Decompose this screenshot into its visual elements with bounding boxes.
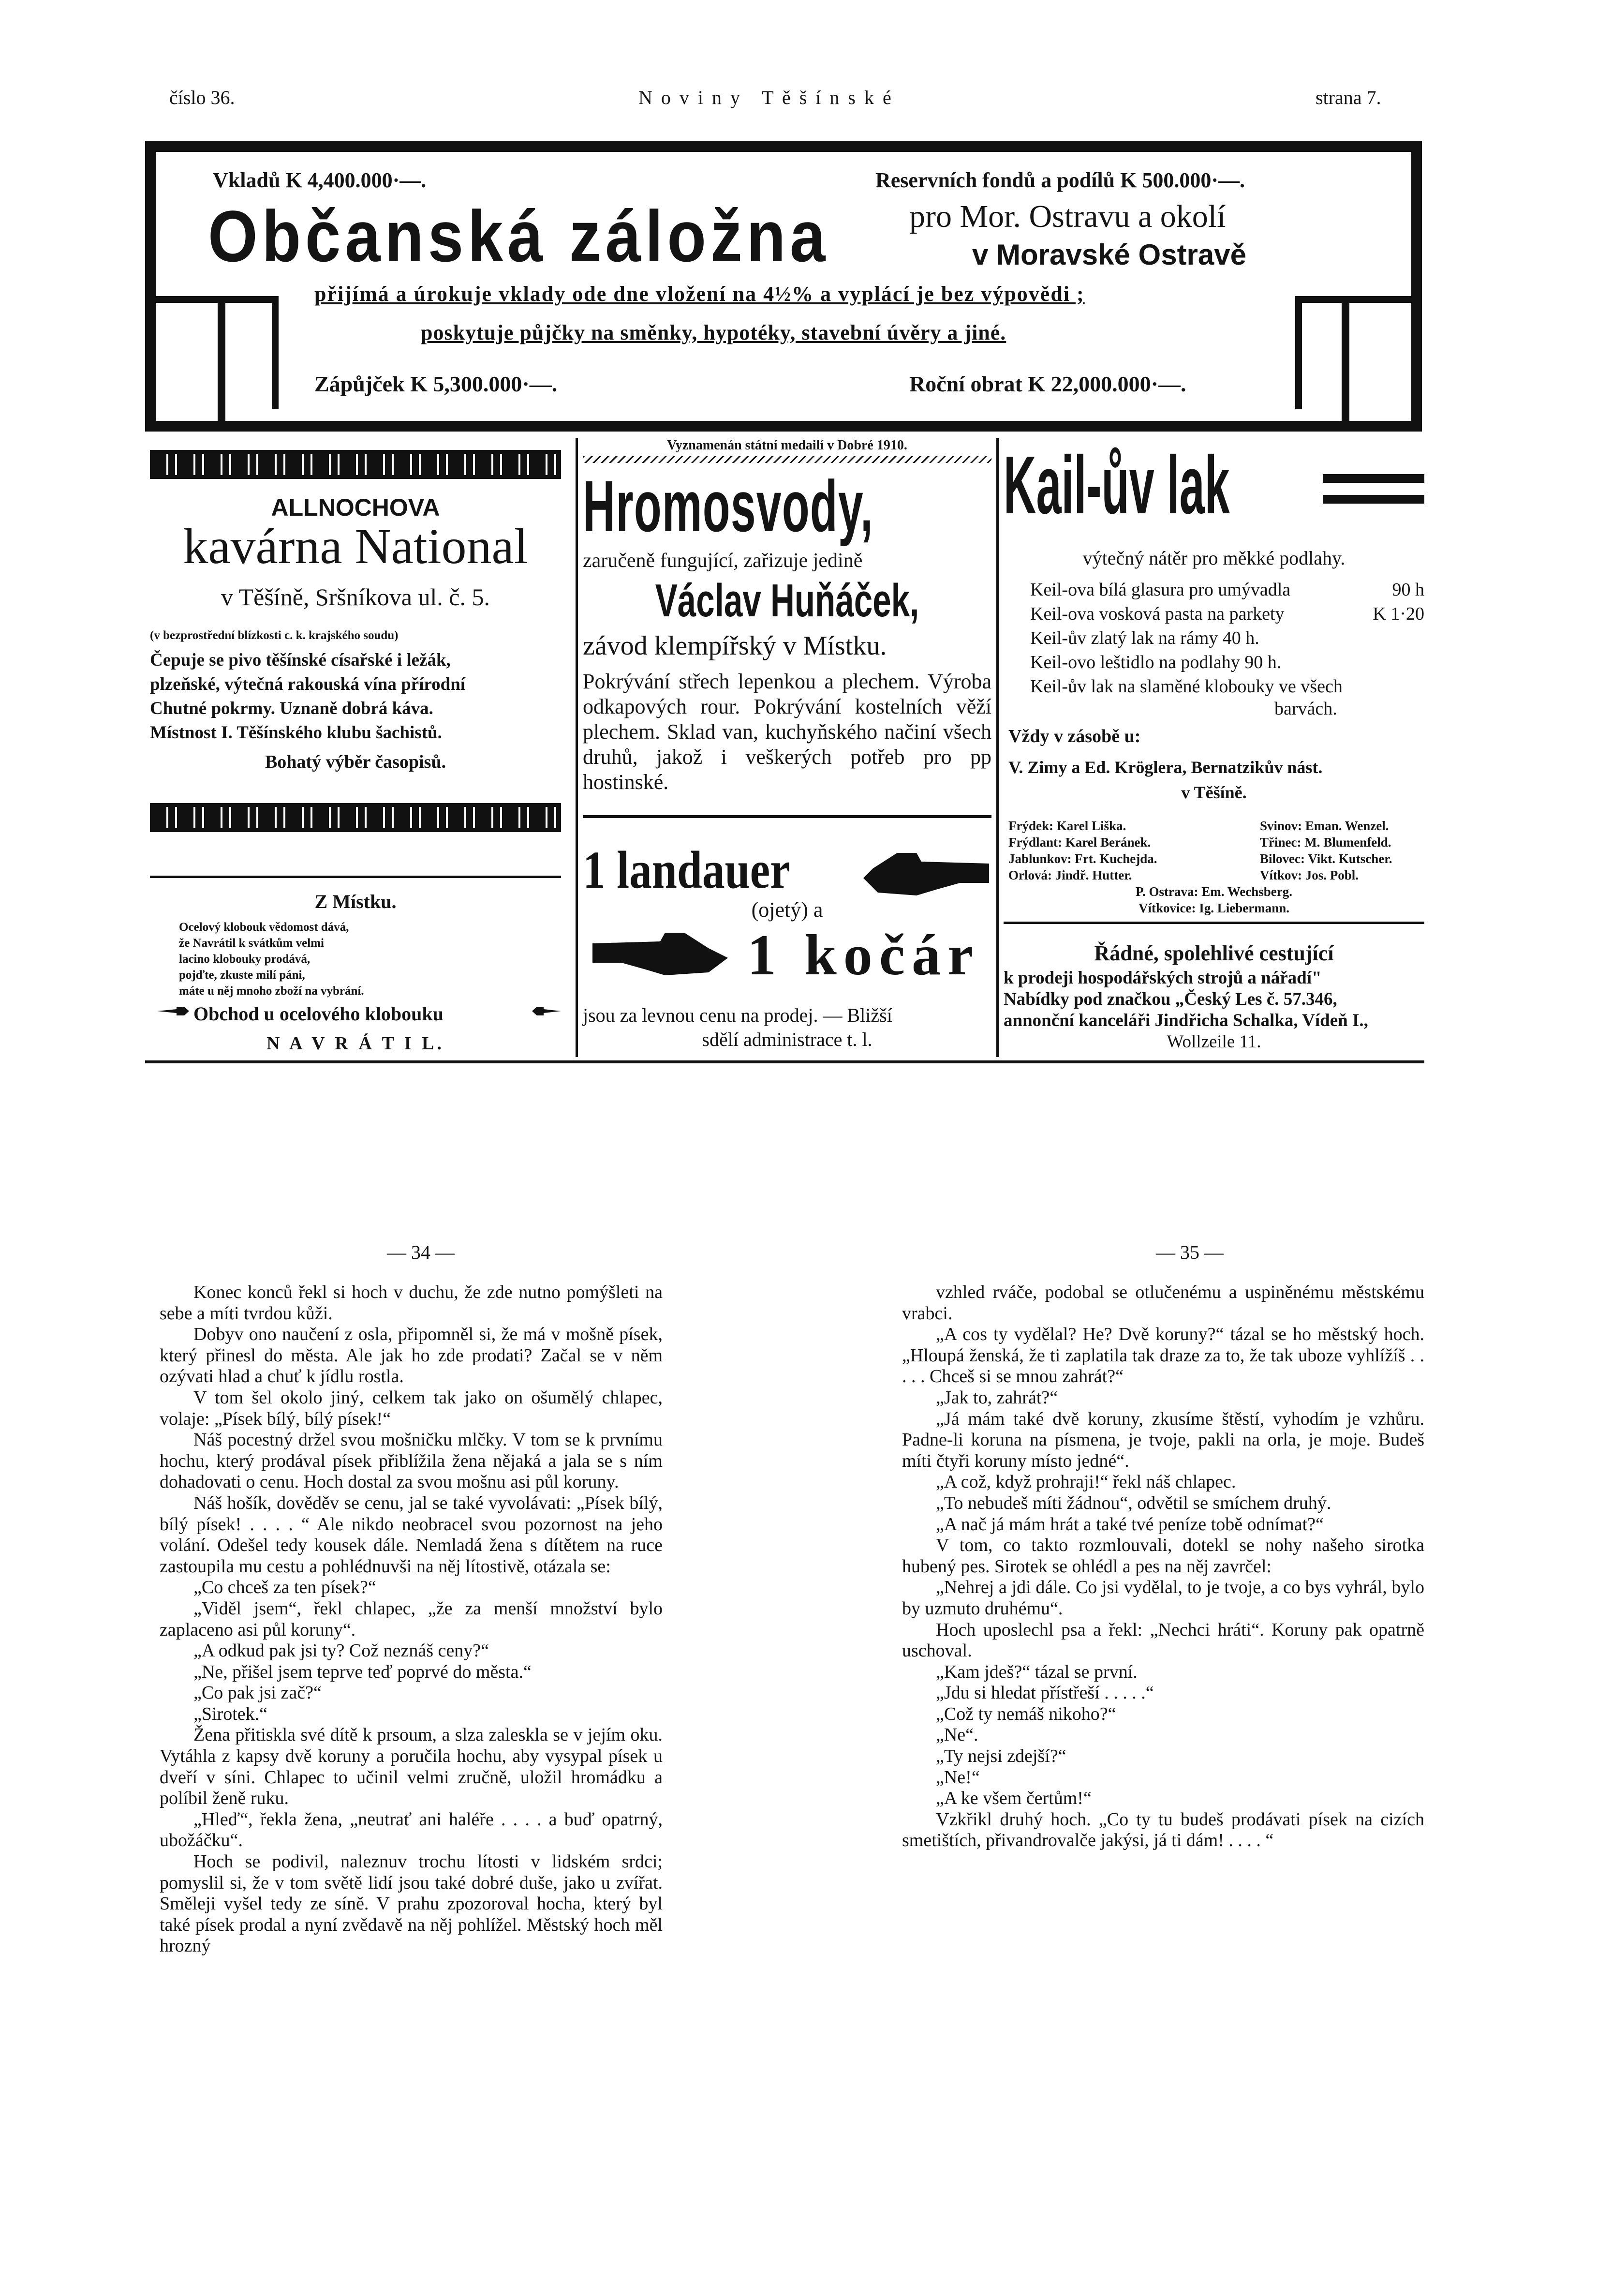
zalozna-fondy: Reservních fondů a podílů K 500.000·—. [875, 168, 1245, 192]
klobouk-line-3: lacino klobouky prodává, [179, 953, 311, 966]
kavarna-ornament-bottom [150, 803, 561, 832]
hromosvody-wave-rule [583, 456, 991, 463]
kavarna-advertisement [150, 450, 561, 866]
story-paragraph: „Já mám také dvě koruny, zkusíme štěstí, vyhodím je vzhůru. Padne-li koruna na písmena, je tvoje, pakli na orla, je moje. Budeš míti čtyři koruny místo jedné“. [902, 1408, 1424, 1471]
story-paragraph: „Nehrej a jdi dále. Co jsi vydělal, to je tvoje, a co bys vyhrál, bylo by uzmuto druhému“. [902, 1577, 1424, 1619]
ad-column-rule-1 [576, 438, 578, 1057]
cestujici-line-4: Wollzeile 11. [1167, 1032, 1261, 1052]
story-paragraph: Hoch se podivil, naleznuv trochu lítosti v lidském srdci; pomyslil si, že v tom světě lidí jsou také dobré duše, jako u zvířat. Směleji vyšel tedy ze síně. V prahu zpozoroval hocha, který byl také písek prodal a nyní zvědavě na něj pohlížel. Městský hoch měl hrozný [160, 1851, 663, 1956]
story-left-page-number: — 34 — [387, 1241, 455, 1263]
story-paragraph: „Co pak jsi zač?“ [193, 1683, 322, 1703]
klobouk-top-rule [150, 876, 561, 878]
kail-dealer-1b: Svinov: Eman. Wenzel. [1260, 819, 1389, 833]
cestujici-top-rule [1004, 922, 1424, 924]
story-paragraph: Vzkřikl druhý hoch. „Co ty tu budeš prodávati písek na cizích smetištích, přivandrovalče jakýsi, já ti dám! . . . . “ [902, 1809, 1424, 1851]
zalozna-line1: přijímá a úrokuje vklady ode dne vložení na 4½% a vyplácí je bez výpovědi ; [314, 282, 1085, 306]
kail-item-price: K 1·20 [1373, 604, 1424, 624]
zalozna-ornament-right-bar [1342, 296, 1349, 421]
kail-item-price: 90 h [1392, 580, 1424, 600]
story-paragraph: „A ke všem čertům!“ [936, 1788, 1092, 1809]
kail-dealer-1a: Frýdek: Karel Liška. [1008, 819, 1126, 833]
landauer-line4: jsou za levnou cenu na prodej. — Bližší [583, 1004, 892, 1026]
zalozna-pro: pro Mor. Ostravu a okolí [909, 199, 1226, 234]
landauer-top-rule [583, 815, 991, 818]
zalozna-bottom-rule [145, 421, 1422, 432]
zalozna-name: Občanská záložna [208, 195, 830, 277]
kail-item-5 [1030, 675, 1424, 698]
story-paragraph: „Ne!“ [936, 1767, 980, 1788]
cestujici-line-1: k prodeji hospodářských strojů a nářadí" [1004, 968, 1322, 988]
klobouk-line-2: že Navrátil k svátkům velmi [179, 937, 324, 950]
story-paragraph: „Co chceš za ten písek?“ [193, 1577, 376, 1598]
hromosvody-advertisement [583, 438, 991, 805]
story-paragraph: „A cos ty vydělal? He? Dvě koruny?“ tázal se ho městský hoch. „Hloupá ženská, že ti zaplatila tak draze za to, že tak uboze vyhlížíš . . . . . Chceš si se mnou zahrát?“ [902, 1324, 1424, 1387]
kail-firms: V. Zimy a Ed. Kröglera, Bernatzikův nást. [1008, 758, 1323, 777]
kail-rule-1 [1323, 474, 1424, 483]
ad-section-bottom-rule [145, 1060, 1424, 1063]
pointing-hand-right-icon [592, 929, 728, 982]
story-paragraph: „Ne, přišel jsem teprve teď poprvé do města.“ [193, 1661, 532, 1682]
zalozna-obrat: Roční obrat K 22,000.000·—. [909, 372, 1186, 396]
story-paragraph: „To nebudeš míti žádnou“, odvětil se smíchem druhý. [936, 1492, 1331, 1513]
kail-barvach: barvách. [1274, 699, 1337, 719]
zalozna-zapujcek: Zápůjček K 5,300.000·—. [314, 372, 558, 396]
kail-item-2 [1030, 602, 1424, 626]
ad-column-rule-2 [996, 438, 999, 1057]
landauer-line5: sdělí administrace t. l. [702, 1029, 872, 1050]
story-paragraph: vzhled rváče, podobal se otlučenému a uspiněnému městskému vrabci. [902, 1282, 1424, 1324]
zalozna-mesto: v Moravské Ostravě [972, 239, 1247, 271]
kail-item-1 [1030, 578, 1424, 601]
story-paragraph: „Ty nejsi zdejší?“ [936, 1746, 1066, 1767]
kail-dealer-3a: Jablunkov: Frt. Kuchejda. [1008, 851, 1157, 866]
klobouk-place: Z Místku. [314, 891, 397, 912]
kail-advertisement [1004, 438, 1424, 946]
kail-item-4 [1030, 651, 1424, 674]
kail-dealer-3b: Bilovec: Vikt. Kutscher. [1260, 851, 1392, 866]
kavarna-near: (v bezprostřední blízkosti c. k. krajského soudu) [150, 629, 399, 642]
kail-vzdy: Vždy v zásobě u: [1008, 726, 1141, 746]
kail-item-price: 40 h. [1222, 628, 1259, 648]
story-paragraph: Hoch uposlechl psa a řekl: „Nechci hráti“. Koruny pak opatrně uschoval. [902, 1619, 1424, 1661]
story-paragraph: „Jdu si hledat přístřeší . . . . .“ [936, 1683, 1154, 1703]
kavarna-line-1: Čepuje se pivo těšínské císařské i ležák, [150, 650, 451, 670]
zalozna-line2: poskytuje půjčky na směnky, hypotéky, stavební úvěry a jiné. [421, 321, 1006, 344]
kavarna-line-3: Chutné pokrmy. Uznaně dobrá káva. [150, 699, 433, 718]
kavarna-name: kavárna National [183, 519, 528, 574]
kavarna-line-4: Místnost I. Těšínského klubu šachistů. [150, 723, 442, 743]
hromosvody-medal: Vyznamenán státní medailí v Dobré 1910. [667, 438, 907, 453]
kavarna-address: v Těšíně, Sršníkova ul. č. 5. [221, 583, 490, 611]
story-paragraph: „Ne“. [936, 1725, 978, 1745]
pointing-hand-icon [157, 1005, 191, 1017]
kail-dealer-4b: Vítkov: Jos. Pobl. [1260, 868, 1359, 882]
story-right-column [902, 1282, 1424, 1851]
zalozna-left-rule [145, 141, 156, 432]
story-paragraph: „Sirotek.“ [193, 1703, 268, 1724]
story-paragraph: „Kam jdeš?“ tázal se první. [936, 1661, 1138, 1682]
newspaper-title: N o v i n y T ě š í n s k é [638, 87, 893, 108]
hromosvody-line2: závod klempířský v Místku. [583, 631, 887, 661]
cestujici-line-3: annonční kanceláři Jindřicha Schalka, Vídeň I., [1004, 1011, 1368, 1030]
story-paragraph: V tom, co takto rozmlouvali, dotekl se nohy našeho sirotka hubený pes. Sirotek se ohlédl a pes na něj zavrčel: [902, 1535, 1424, 1577]
story-paragraph: Dobyv ono naučení z osla, připomněl si, že má v mošně písek, který přinesl do města. Ale jak ho zde prodati? Začal se v něm ozývati hlad a chuť k jídlu rostla. [160, 1324, 663, 1387]
hromosvody-title: Hromosvody, [583, 465, 874, 547]
zalozna-ornament-right [1295, 296, 1418, 409]
kail-dealer-4a: Orlová: Jindř. Hutter. [1008, 868, 1132, 882]
kavarna-ornament-top [150, 450, 561, 479]
story-left-column [160, 1282, 663, 1957]
story-paragraph: Konec konců řekl si hoch v duchu, že zde nutno pomýšleti na sebe a míti tvrdou kůži. [160, 1282, 663, 1324]
klobouk-shop: Obchod u ocelového klobouku [193, 1003, 444, 1025]
cestujici-line-2: Nabídky pod značkou „Český Les č. 57.346, [1004, 989, 1337, 1009]
kail-tesin: v Těšíně. [1181, 783, 1247, 802]
kail-dealer-ostrava: P. Ostrava: Em. Wechsberg. [1136, 884, 1292, 899]
kavarna-line-5: Bohatý výběr časopisů. [265, 752, 446, 772]
kail-dealer-2a: Frýdlant: Karel Beránek. [1008, 835, 1151, 850]
pointing-hand-icon [863, 849, 989, 902]
story-paragraph: V tom šel okolo jiný, celkem tak jako on ošumělý chlapec, volaje: „Písek bílý, bílý písek!“ [160, 1387, 663, 1429]
story-paragraph: Náš hošík, dověděv se cenu, jal se také vyvolávati: „Písek bílý, bílý písek! . . . . “ Ale nikdo neobracel svou pozornost na jeho volání. Odešel tedy kousek dále. Nemladá žena s dítětem na ruce zastoupila mu cestu a pohlédnuvši na něj lítostivě, otázala se: [160, 1492, 663, 1577]
hromosvody-line1: zaručeně fungující, zařizuje jedině [583, 550, 863, 572]
kavarna-line-2: plzeňské, výtečná rakouská vína přírodní [150, 674, 466, 694]
pointing-hand-left-icon [532, 1005, 561, 1017]
kail-item-label: Keil-ova bílá glasura pro umývadla [1030, 580, 1291, 600]
story-paragraph: „Jak to, zahrát?“ [936, 1387, 1058, 1408]
klobouk-line-5: máte u něj mnoho zboží na vybrání. [179, 984, 364, 998]
page-number: strana 7. [1316, 87, 1381, 108]
cestujici-title: Řádné, spolehlivé cestující [1094, 941, 1334, 965]
story-paragraph: „A odkud pak jsi ty? Což neznáš ceny?“ [193, 1640, 489, 1661]
kail-item-3 [1030, 626, 1424, 650]
story-paragraph: „Což ty nemáš nikoho?“ [936, 1703, 1116, 1724]
kail-item-price: 90 h. [1244, 652, 1282, 672]
zalozna-top-rule [145, 141, 1422, 152]
hromosvody-name: Václav Huňáček, [655, 575, 919, 626]
story-paragraph: „A nač já mám hrát a také tvé peníze tobě odnímat?“ [936, 1514, 1324, 1535]
kail-item-label: Keil-ův lak na slaměné klobouky ve všech [1030, 676, 1343, 697]
klobouk-line-4: pojďte, zkuste milí páni, [179, 969, 305, 982]
klobouk-line-1: Ocelový klobouk vědomost dává, [179, 921, 349, 934]
story-right-page-number: — 35 — [1156, 1241, 1224, 1263]
landauer-line2: (ojetý) a [751, 898, 823, 922]
landauer-line3: 1 kočár [747, 923, 980, 987]
story-paragraph: „Hleď“, řekla žena, „neutrať ani haléře . . . . a buď opatrný, ubožáčku“. [160, 1809, 663, 1851]
kail-title: Kail-ův lak [1004, 439, 1230, 531]
landauer-line1: 1 landauer [583, 840, 790, 899]
zalozna-ornament-left-bar [218, 296, 225, 421]
story-paragraph: Žena přitiskla své dítě k prsoum, a slza zaleskla se v jejím oku. Vytáhla z kapsy dvě koruny a poručila hochu, aby vysypal písek u dveří v síni. Chlapec to učinil velmi zručně, uložil hromádku a políbil ženě ruku. [160, 1725, 663, 1809]
story-paragraph: Náš pocestný držel svou mošničku mlčky. V tom se k prvnímu hochu, který prodával písek přiblížila žena nějaká a jala se s ním dohadovati o cenu. Hoch dostal za svou mošnu asi půl koruny. [160, 1430, 663, 1492]
kail-dealer-vitkovice: Vítkovice: Ig. Liebermann. [1139, 901, 1289, 915]
klobouk-owner: N A V R Á T I L. [266, 1033, 444, 1054]
kail-rule-2 [1323, 495, 1424, 504]
kavarna-owner: ALLNOCHOVA [271, 494, 440, 521]
klobouk-advertisement [150, 876, 561, 1059]
kail-item-label: Keil-ova vosková pasta na parkety [1030, 604, 1285, 624]
hromosvody-body: Pokrývání střech lepenkou a plechem. Výroba odkapových rour. Pokrývání kostelních věží plechem. Sklad van, kuchyňského načiní všech druhů, jakož i veškerých potřeb pro pp hostinské. [583, 670, 991, 794]
kail-intro: výtečný nátěr pro měkké podlahy. [1082, 547, 1346, 569]
landauer-advertisement [583, 815, 991, 1062]
issue-number: číslo 36. [169, 87, 235, 108]
kail-item-label: Keil-ův zlatý lak na rámy [1030, 628, 1218, 648]
story-paragraph: „Viděl jsem“, řekl chlapec, „že za menší množství bylo zaplaceno asi půl koruny“. [160, 1598, 663, 1640]
kail-item-label: Keil-ovo leštidlo na podlahy [1030, 652, 1240, 672]
story-paragraph: „A což, když prohraji!“ řekl náš chlapec. [936, 1472, 1236, 1492]
zalozna-advertisement [145, 141, 1422, 432]
zalozna-vklady: Vkladů K 4,400.000·—. [213, 168, 427, 192]
kail-dealer-2b: Třinec: M. Blumenfeld. [1260, 835, 1391, 850]
cestujici-advertisement [1004, 922, 1424, 1062]
zalozna-ornament-left [156, 296, 279, 409]
